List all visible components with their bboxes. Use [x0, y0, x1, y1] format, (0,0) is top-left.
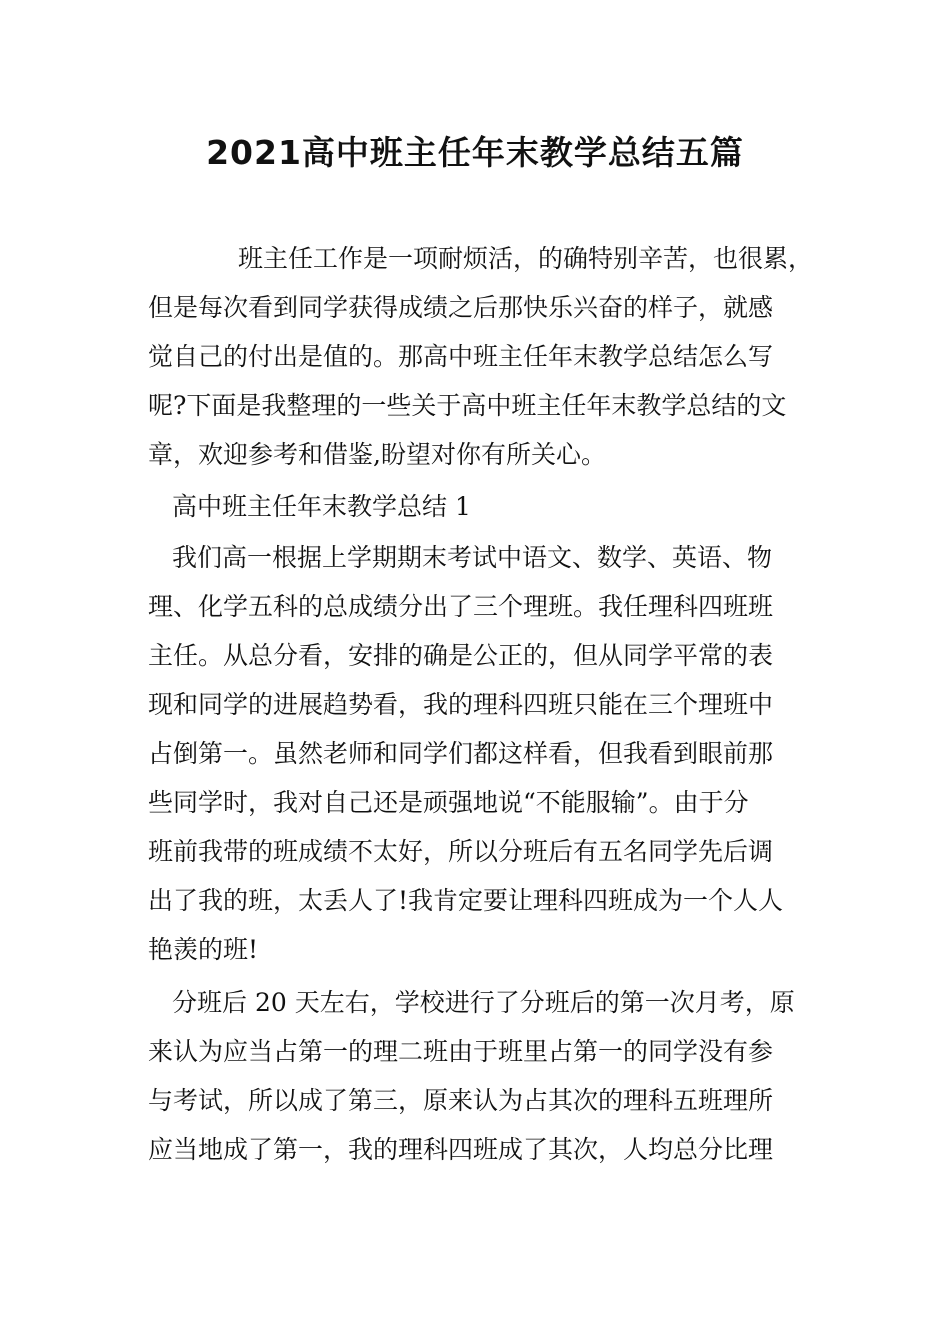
section-heading: 高中班主任年末教学总结 1: [172, 492, 471, 521]
paragraph-line: 出了我的班，太丢人了!我肯定要让理科四班成为一个人人: [148, 886, 784, 915]
paragraph-line: 应当地成了第一，我的理科四班成了其次，人均总分比理: [148, 1135, 774, 1164]
paragraph-line: 我们高一根据上学期期末考试中语文、数学、英语、物: [172, 543, 773, 572]
paragraph-line: 理、化学五科的总成绩分出了三个理班。我任理科四班班: [148, 592, 774, 621]
paragraph-line: 章，欢迎参考和借鉴,盼望对你有所关心。: [148, 440, 606, 469]
paragraph-line: 分班后 20 天左右，学校进行了分班后的第一次月考，原: [172, 988, 795, 1017]
paragraph-line: 觉自己的付出是值的。那高中班主任年末教学总结怎么写: [148, 342, 774, 371]
paragraph-line: 班前我带的班成绩不太好，所以分班后有五名同学先后调: [148, 837, 774, 866]
paragraph-line: 班主任工作是一项耐烦活，的确特别辛苦，也很累，: [238, 244, 814, 273]
paragraph-line: 但是每次看到同学获得成绩之后那快乐兴奋的样子，就感: [148, 293, 774, 322]
paragraph-line: 艳羡的班!: [148, 935, 259, 964]
document-title: 2021高中班主任年末教学总结五篇: [206, 133, 744, 172]
paragraph-line: 现和同学的进展趋势看，我的理科四班只能在三个理班中: [148, 690, 774, 719]
paragraph-line: 呢?下面是我整理的一些关于高中班主任年末教学总结的文: [148, 391, 787, 420]
paragraph-line: 与考试，所以成了第三，原来认为占其次的理科五班理所: [148, 1086, 774, 1115]
paragraph-line: 些同学时，我对自己还是顽强地说“不能服输”。由于分: [148, 788, 749, 817]
paragraph-line: 主任。从总分看，安排的确是公正的，但从同学平常的表: [148, 641, 774, 670]
paragraph-line: 占倒第一。虽然老师和同学们都这样看，但我看到眼前那: [148, 739, 774, 768]
paragraph-line: 来认为应当占第一的理二班由于班里占第一的同学没有参: [148, 1037, 774, 1066]
